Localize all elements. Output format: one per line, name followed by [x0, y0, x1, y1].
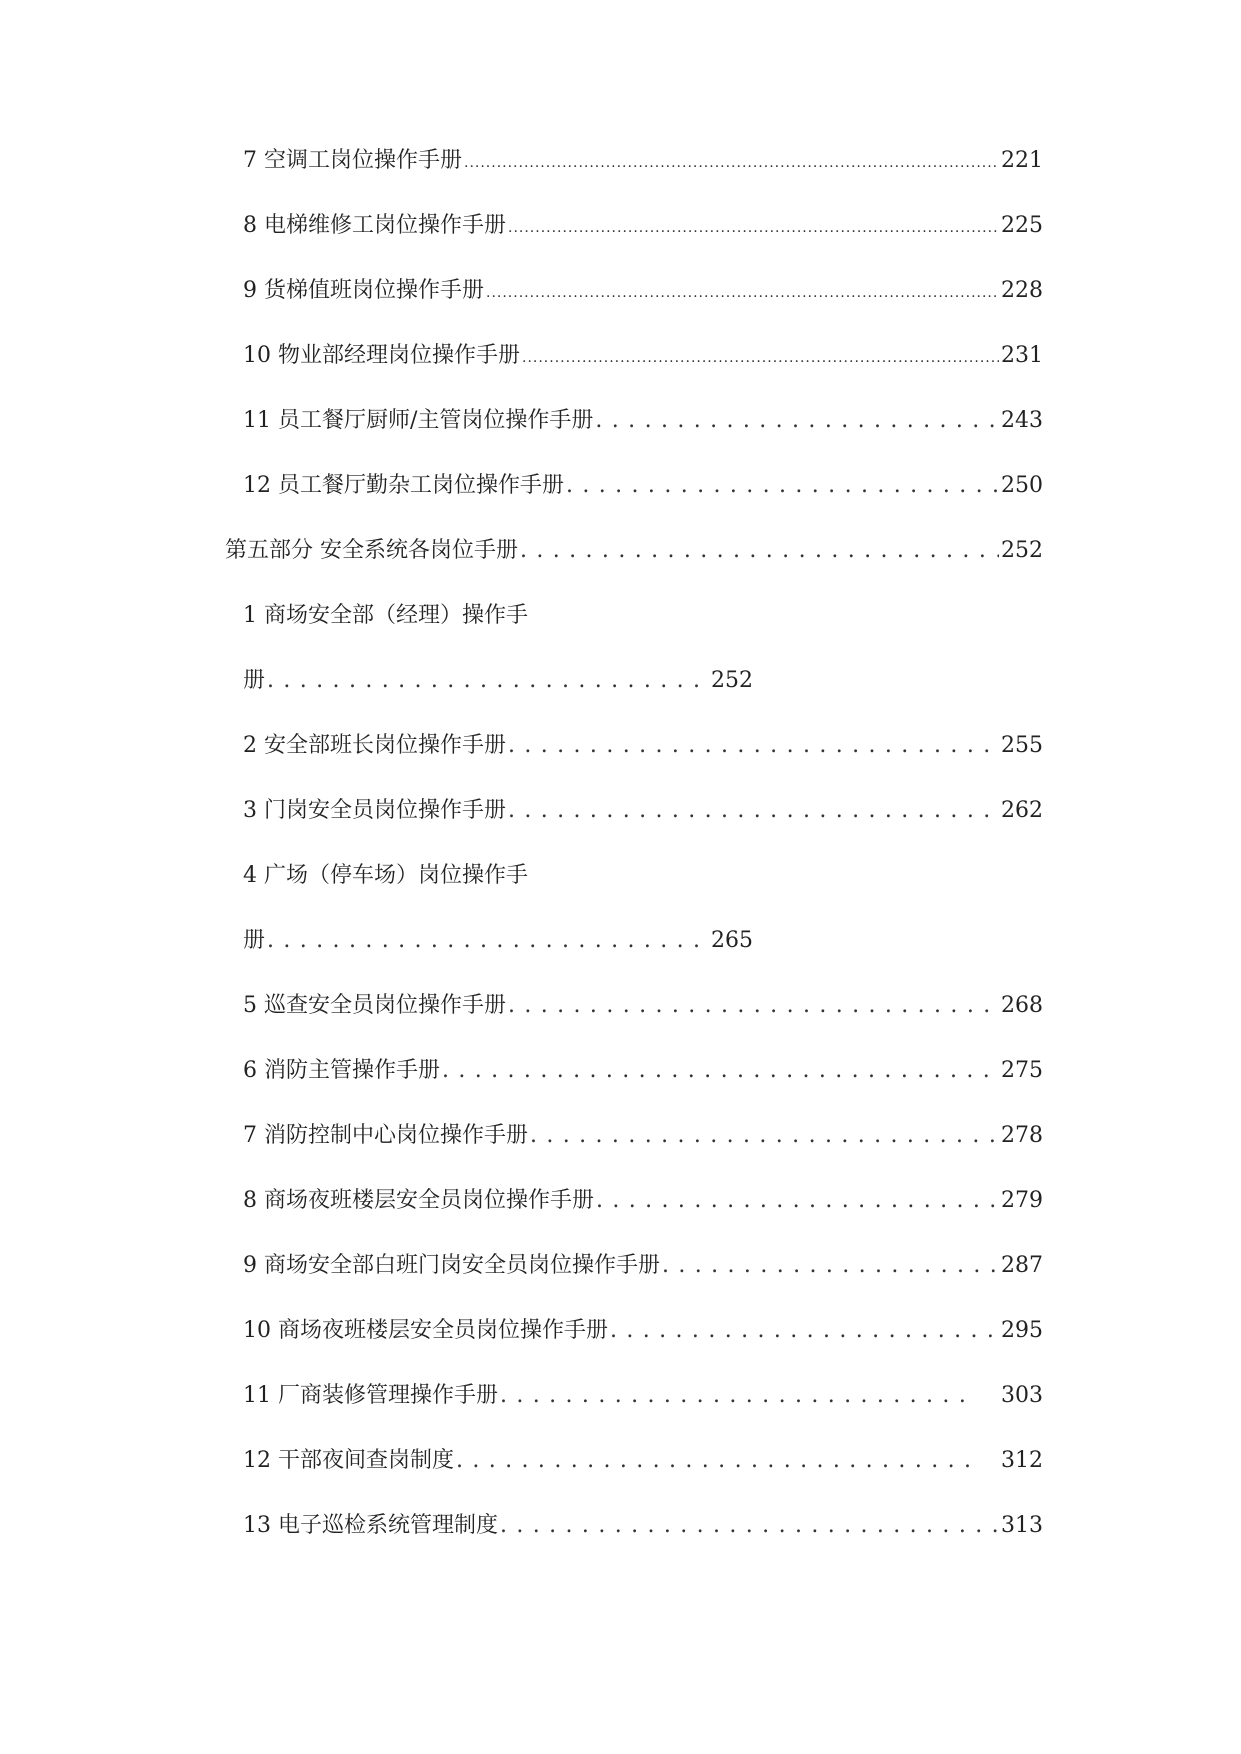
dot-leader — [522, 338, 999, 374]
dot-leader — [442, 1053, 999, 1089]
toc-entry-label: 第五部分 安全系统各岗位手册 — [225, 538, 518, 563]
dot-leader — [508, 793, 999, 829]
dot-leader — [662, 1248, 999, 1284]
dot-leader — [267, 663, 709, 699]
toc-entry — [243, 923, 753, 959]
dot-leader — [610, 1313, 999, 1349]
toc-entry — [243, 1313, 1043, 1349]
toc-entry — [243, 403, 1043, 439]
dot-leader — [500, 1508, 999, 1544]
toc-page-number: 250 — [1001, 473, 1043, 498]
toc-entry — [243, 338, 1043, 374]
toc-page-number: 252 — [711, 668, 753, 693]
toc-entry — [243, 1378, 1043, 1414]
dot-leader — [464, 143, 999, 179]
toc-page-number: 312 — [1001, 1448, 1043, 1473]
toc-entry — [243, 793, 1043, 829]
dot-leader — [596, 1183, 999, 1219]
toc-entry-label: 13 电子巡检系统管理制度 — [243, 1513, 498, 1538]
toc-entry — [243, 663, 753, 699]
toc-entry-label: 3 门岗安全员岗位操作手册 — [243, 798, 506, 823]
toc-page-number: 255 — [1001, 733, 1043, 758]
toc-entry-label: 7 空调工岗位操作手册 — [243, 148, 462, 173]
toc-page-number: 279 — [1001, 1188, 1043, 1213]
toc-page-number: 268 — [1001, 993, 1043, 1018]
toc-entry — [243, 1248, 1043, 1284]
dot-leader — [486, 273, 999, 309]
toc-entry — [243, 208, 1043, 244]
toc-entry — [243, 468, 1043, 504]
toc-entry — [243, 728, 1043, 764]
toc-entry-label: 9 货梯值班岗位操作手册 — [243, 278, 484, 303]
toc-page-number: 287 — [1001, 1253, 1043, 1278]
toc-entry-continuation: 册 — [243, 668, 266, 693]
toc-page-number: 262 — [1001, 798, 1043, 823]
toc-entry — [243, 1053, 1043, 1089]
toc-page-number: 295 — [1001, 1318, 1043, 1343]
toc-entry-label: 12 干部夜间查岗制度 — [243, 1448, 454, 1473]
toc-page-number: 243 — [1001, 408, 1043, 433]
toc-entry-label: 7 消防控制中心岗位操作手册 — [243, 1123, 528, 1148]
toc-entry — [243, 1183, 1043, 1219]
toc-entry-label: 2 安全部班长岗位操作手册 — [243, 733, 506, 758]
toc-page-number: 265 — [711, 928, 753, 953]
dot-leader — [530, 1118, 999, 1154]
toc-entry-label: 4 广场（停车场）岗位操作手 — [243, 863, 528, 888]
dot-leader — [520, 533, 999, 569]
toc-entry-label: 10 商场夜班楼层安全员岗位操作手册 — [243, 1318, 608, 1343]
toc-entry — [243, 143, 1043, 179]
toc-entry-label: 11 员工餐厅厨师/主管岗位操作手册 — [243, 408, 594, 433]
dot-leader — [508, 208, 999, 244]
toc-page-number: 231 — [1001, 343, 1043, 368]
toc-entry-label: 5 巡查安全员岗位操作手册 — [243, 993, 506, 1018]
toc-page-number: 278 — [1001, 1123, 1043, 1148]
toc-page-number: 252 — [1001, 538, 1043, 563]
dot-leader — [508, 988, 999, 1024]
toc-entry-label: 8 商场夜班楼层安全员岗位操作手册 — [243, 1188, 594, 1213]
toc-entry — [243, 273, 1043, 309]
dot-leader — [566, 468, 999, 504]
toc-entry-label: 10 物业部经理岗位操作手册 — [243, 343, 520, 368]
toc-page-number: 225 — [1001, 213, 1043, 238]
toc-entry-label: 11 厂商装修管理操作手册 — [243, 1383, 498, 1408]
toc-entry — [243, 1508, 1043, 1544]
toc-page-number: 313 — [1001, 1513, 1043, 1538]
toc-page-number: 275 — [1001, 1058, 1043, 1083]
toc-entry-label: 1 商场安全部（经理）操作手 — [243, 603, 528, 628]
toc-entry-continuation: 册 — [243, 928, 266, 953]
toc-entry-label: 6 消防主管操作手册 — [243, 1058, 440, 1083]
toc-entry — [243, 988, 1043, 1024]
toc-entry-label: 12 员工餐厅勤杂工岗位操作手册 — [243, 473, 564, 498]
dot-leader — [500, 1378, 973, 1414]
toc-entry-label: 8 电梯维修工岗位操作手册 — [243, 213, 506, 238]
dot-leader — [595, 403, 999, 439]
toc-entry — [243, 1118, 1043, 1154]
toc-entry — [243, 1443, 1043, 1479]
toc-section-heading — [225, 533, 1043, 569]
dot-leader — [456, 1443, 973, 1479]
toc-entry-label: 9 商场安全部白班门岗安全员岗位操作手册 — [243, 1253, 660, 1278]
toc-page-number: 228 — [1001, 278, 1043, 303]
toc-page-number: 303 — [1001, 1383, 1043, 1408]
dot-leader — [267, 923, 709, 959]
toc-page-number: 221 — [1001, 148, 1043, 173]
dot-leader — [508, 728, 999, 764]
